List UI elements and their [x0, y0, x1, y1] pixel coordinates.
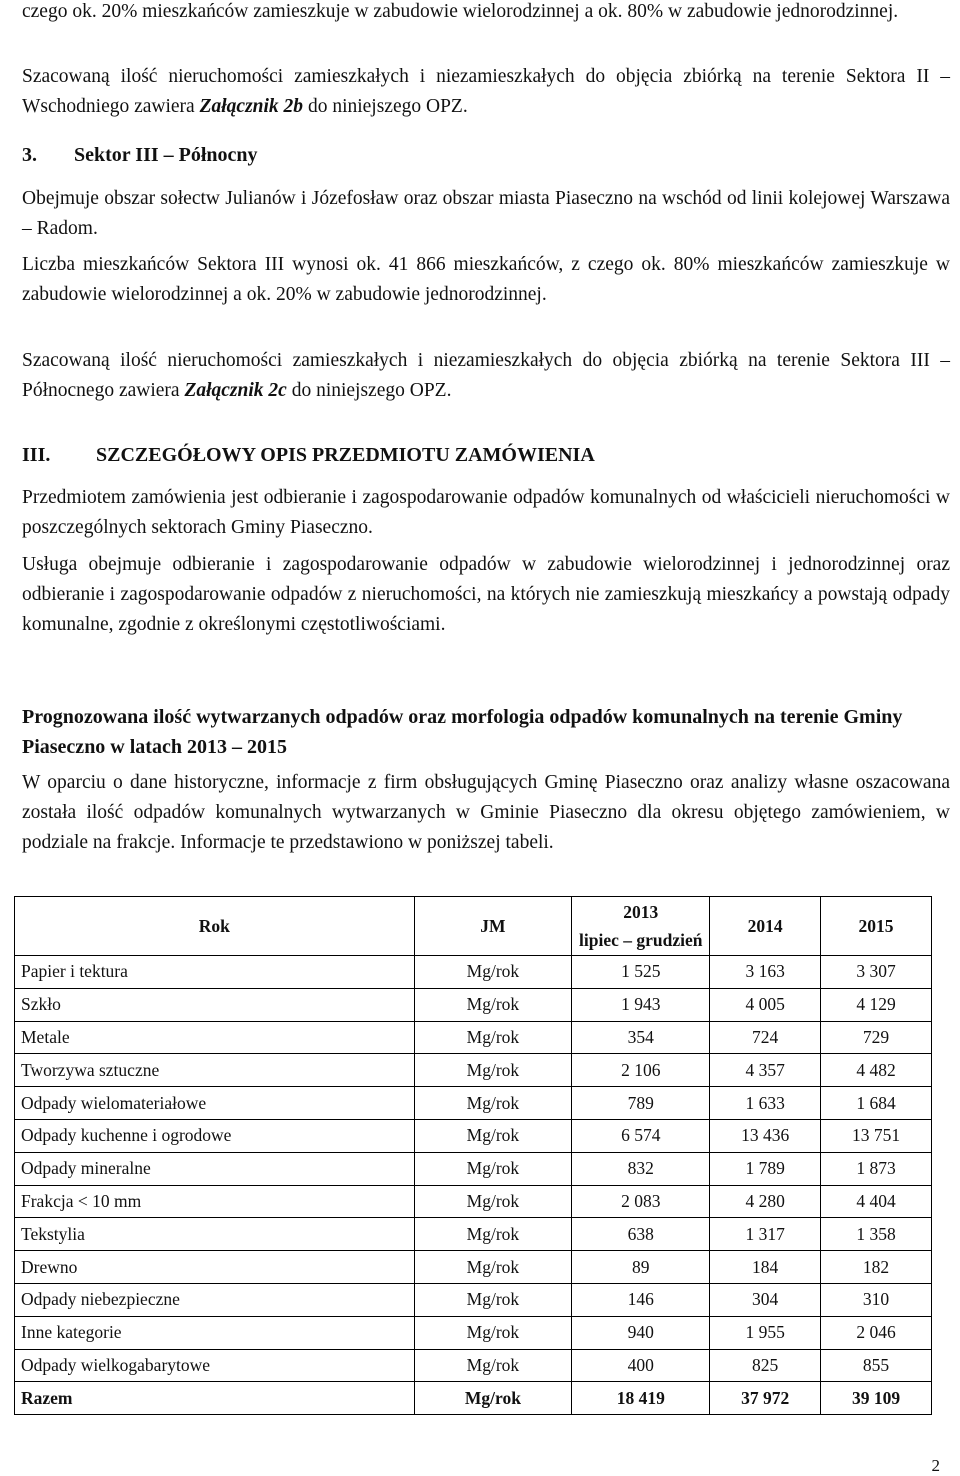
- cell-2014: 184: [710, 1251, 821, 1284]
- paragraph-sector3-population: Liczba mieszkańców Sektora III wynosi ok. 41 866 mieszkańców, z czego ok. 80% mieszkańców zamieszkuje w zabudowie wielorodzinnej a ok. 20% w zabudowie jednorodzinnej.: [22, 254, 950, 305]
- cell-2013: 1 525: [572, 956, 710, 989]
- attachment-reference: Załącznik 2c: [184, 380, 287, 401]
- cell-unit: Mg/rok: [414, 1218, 572, 1251]
- cell-2013: 89: [572, 1251, 710, 1284]
- table-header-row: [15, 897, 932, 956]
- cell-unit: Mg/rok: [414, 1349, 572, 1382]
- table-row: [15, 1283, 932, 1316]
- cell-2013: 832: [572, 1152, 710, 1185]
- cell-2015: 182: [821, 1251, 932, 1284]
- attachment-reference: Załącznik 2b: [199, 96, 304, 117]
- cell-2014: 304: [710, 1283, 821, 1316]
- cell-category: Odpady kuchenne i ogrodowe: [15, 1119, 415, 1152]
- cell-2014: 1 789: [710, 1152, 821, 1185]
- header-unit: JM: [414, 897, 572, 956]
- paragraph-sector3-attachment: [22, 346, 950, 406]
- header-2013: [572, 897, 710, 956]
- text: Szacowaną ilość nieruchomości zamieszkałych i niezamieszkałych do objęcia zbiórką na terenie Sektora III –Północnego zawiera: [22, 350, 950, 401]
- cell-2013: 146: [572, 1283, 710, 1316]
- header-2013-period: lipiec – grudzień: [579, 930, 703, 950]
- table-row: [15, 1316, 932, 1349]
- cell-2014: 1 955: [710, 1316, 821, 1349]
- cell-2014: 1 317: [710, 1218, 821, 1251]
- cell-2015: 1 873: [821, 1152, 932, 1185]
- table-row: [15, 1119, 932, 1152]
- cell-unit: Mg/rok: [414, 1119, 572, 1152]
- cell-unit: Mg/rok: [414, 1152, 572, 1185]
- cell-unit: Mg/rok: [414, 1251, 572, 1284]
- cell-unit: Mg/rok: [414, 1054, 572, 1087]
- table-row: [15, 1152, 932, 1185]
- paragraph-forecast-intro: W oparciu o dane historyczne, informacje z firm obsługujących Gminę Piaseczno oraz analizy własne oszacowana została ilość odpadów komunalnych wytwarzanych w Gminie Piaseczno dla okresu objętego zamówieniem, w podziale na frakcje. Informacje te przedstawiono w poniższej tabeli.: [22, 772, 950, 853]
- cell-category: Tworzywa sztuczne: [15, 1054, 415, 1087]
- cell-unit: Mg/rok: [414, 1021, 572, 1054]
- cell-2014: 13 436: [710, 1119, 821, 1152]
- table-row: [15, 1021, 932, 1054]
- chapter-title: SZCZEGÓŁOWY OPIS PRZEDMIOTU ZAMÓWIENIA: [96, 444, 595, 466]
- cell-unit: Mg/rok: [414, 1316, 572, 1349]
- cell-2013: 1 943: [572, 988, 710, 1021]
- cell-2015: 310: [821, 1283, 932, 1316]
- cell-2013: 18 419: [572, 1382, 710, 1415]
- table-row: [15, 956, 932, 989]
- cell-2014: 3 163: [710, 956, 821, 989]
- table-row: [15, 1087, 932, 1120]
- table-row: [15, 1349, 932, 1382]
- cell-unit: Mg/rok: [414, 1283, 572, 1316]
- cell-category: Tekstylia: [15, 1218, 415, 1251]
- cell-unit: Mg/rok: [414, 988, 572, 1021]
- cell-2013: 400: [572, 1349, 710, 1382]
- forecast-heading: Prognozowana ilość wytwarzanych odpadów oraz morfologia odpadów komunalnych na terenie Gminy Piaseczno w latach 2013 – 2015: [22, 706, 903, 758]
- table-row: [15, 1185, 932, 1218]
- section-title: Sektor III – Północny: [74, 144, 258, 166]
- cell-unit: Mg/rok: [414, 1382, 572, 1415]
- chapter-heading: [22, 444, 595, 467]
- cell-2013: 354: [572, 1021, 710, 1054]
- cell-2014: 4 280: [710, 1185, 821, 1218]
- table-row: [15, 1054, 932, 1087]
- cell-2015: 13 751: [821, 1119, 932, 1152]
- paragraph-sector3-area: Obejmuje obszar sołectw Julianów i Józefosław oraz obszar miasta Piaseczno na wschód od linii kolejowej Warszawa – Radom.: [22, 188, 950, 239]
- cell-2015: 1 684: [821, 1087, 932, 1120]
- cell-category: Odpady wielomateriałowe: [15, 1087, 415, 1120]
- cell-2014: 724: [710, 1021, 821, 1054]
- cell-2015: 4 482: [821, 1054, 932, 1087]
- paragraph-sector2-attachment: [22, 62, 950, 122]
- cell-category: Frakcja < 10 mm: [15, 1185, 415, 1218]
- section-number: 3.: [22, 144, 37, 166]
- text: Szacowaną ilość nieruchomości zamieszkałych i niezamieszkałych do objęcia zbiórką na terenie Sektora II – Wschodniego zawiera: [22, 66, 950, 117]
- waste-forecast-table: [14, 896, 932, 1415]
- page-number: 2: [931, 1456, 940, 1475]
- cell-2013: 2 106: [572, 1054, 710, 1087]
- paragraph-service-scope: Usługa obejmuje odbieranie i zagospodarowanie odpadów w zabudowie wielorodzinnej i jednorodzinnej oraz odbieranie i zagospodarowanie odpadów z nieruchomości, na których nie zamieszkują mieszkańcy a powstają odpady komunalne, zgodnie z określonymi częstotliwościami.: [22, 554, 950, 635]
- header-2015: 2015: [821, 897, 932, 956]
- cell-2015: 4 404: [821, 1185, 932, 1218]
- cell-2014: 4 357: [710, 1054, 821, 1087]
- text: do niniejszego OPZ.: [303, 96, 468, 117]
- cell-2013: 2 083: [572, 1185, 710, 1218]
- table-total-row: [15, 1382, 932, 1415]
- cell-2013: 789: [572, 1087, 710, 1120]
- cell-category: Odpady niebezpieczne: [15, 1283, 415, 1316]
- cell-2013: 940: [572, 1316, 710, 1349]
- table-row: [15, 1251, 932, 1284]
- cell-category: Papier i tektura: [15, 956, 415, 989]
- chapter-number: III.: [22, 444, 51, 466]
- section-heading-sector3: [22, 144, 258, 167]
- cell-2015: 4 129: [821, 988, 932, 1021]
- cell-2014: 1 633: [710, 1087, 821, 1120]
- header-2014: 2014: [710, 897, 821, 956]
- cell-2014: 37 972: [710, 1382, 821, 1415]
- cell-category: Odpady mineralne: [15, 1152, 415, 1185]
- cell-2014: 825: [710, 1349, 821, 1382]
- cell-category: Inne kategorie: [15, 1316, 415, 1349]
- header-2013-year: 2013: [623, 902, 659, 922]
- cell-2015: 39 109: [821, 1382, 932, 1415]
- table-row: [15, 988, 932, 1021]
- cell-2013: 6 574: [572, 1119, 710, 1152]
- cell-category: Szkło: [15, 988, 415, 1021]
- cell-category: Razem: [15, 1382, 415, 1415]
- cell-unit: Mg/rok: [414, 1087, 572, 1120]
- cell-2013: 638: [572, 1218, 710, 1251]
- cell-2014: 4 005: [710, 988, 821, 1021]
- paragraph-subject: Przedmiotem zamówienia jest odbieranie i zagospodarowanie odpadów komunalnych od właścicieli nieruchomości w poszczególnych sektorach Gminy Piaseczno.: [22, 487, 950, 538]
- cell-category: Drewno: [15, 1251, 415, 1284]
- cell-unit: Mg/rok: [414, 956, 572, 989]
- cell-2015: 3 307: [821, 956, 932, 989]
- cell-2015: 2 046: [821, 1316, 932, 1349]
- cell-2015: 729: [821, 1021, 932, 1054]
- table-row: [15, 1218, 932, 1251]
- cell-category: Metale: [15, 1021, 415, 1054]
- cell-2015: 1 358: [821, 1218, 932, 1251]
- cell-unit: Mg/rok: [414, 1185, 572, 1218]
- cell-2015: 855: [821, 1349, 932, 1382]
- header-year: Rok: [15, 897, 415, 956]
- text: do niniejszego OPZ.: [286, 380, 452, 401]
- cell-category: Odpady wielkogabarytowe: [15, 1349, 415, 1382]
- paragraph-sector2-population: czego ok. 20% mieszkańców zamieszkuje w zabudowie wielorodzinnej a ok. 80% w zabudowie jednorodzinnej.: [22, 1, 899, 22]
